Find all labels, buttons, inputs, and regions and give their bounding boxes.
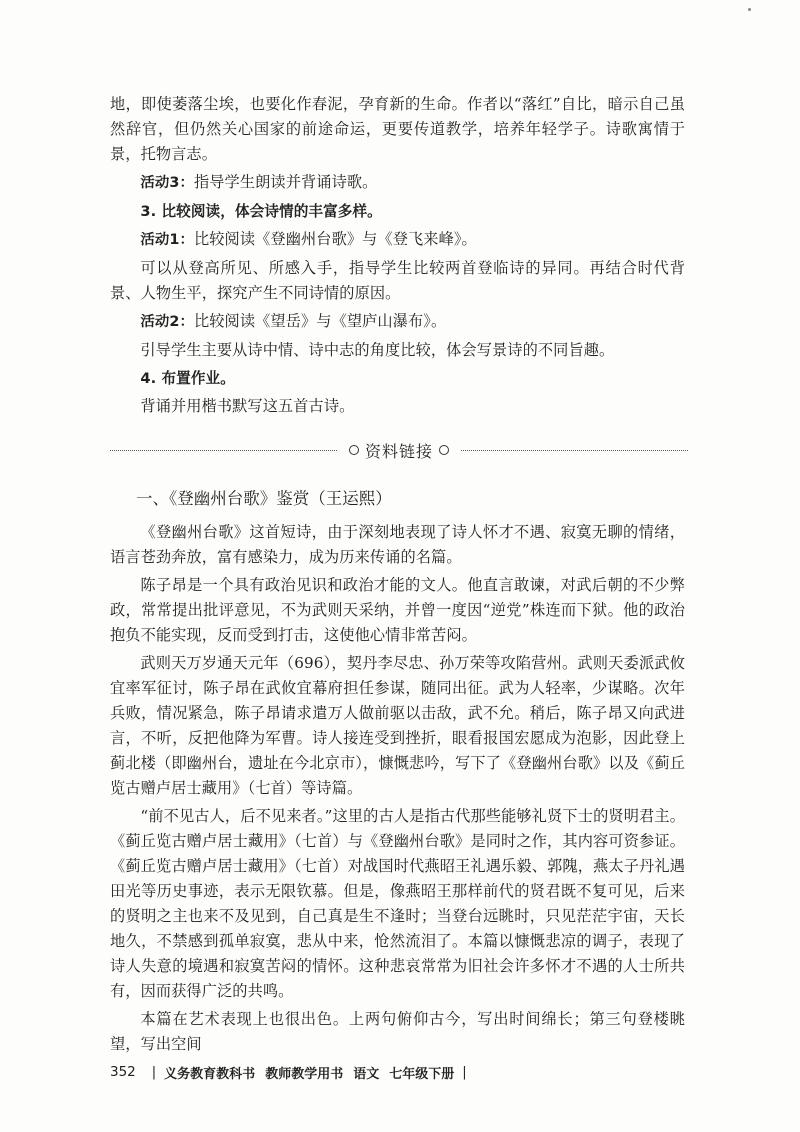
appreciation-paragraph-4: “前不见古人，后不见来者。”这里的古人是指古代那些能够礼贤下士的贤明君主。《蓟丘览古赠卢居士藏用》（七首）与《登幽州台歌》是同时之作，其内容可资参证。《蓟丘览古赠卢居士藏用》（七首）对战国时代燕昭王礼遇乐毅、郭隗，燕太子丹礼遇田光等历史事迹，表示无限钦慕。但是，像燕昭王那样前代的贤君既不复可见，后来的贤明之主也来不及见到，自己真是生不逢时；当登台远眺时，只见茫茫宇宙，天长地久，不禁感到孤单寂寞，悲从中来，怆然流泪了。本篇以慷慨悲凉的调子，表现了诗人失意的境遇和寂寞苦闷的情怀。这种悲哀常常为旧社会许多怀才不遇的人士所共有，因而获得广泛的共鸣。 bbox=[110, 807, 685, 1000]
step-4-heading bbox=[110, 366, 685, 391]
footer-grade: 七年级下册 bbox=[389, 1066, 455, 1082]
footer-subject: 语文 bbox=[353, 1066, 380, 1082]
step-3-heading bbox=[110, 199, 685, 224]
activity-3-label: 活动3： bbox=[140, 175, 194, 191]
activity-2-label: 活动2： bbox=[140, 314, 194, 330]
activity-1-description: 可以从登高所见、所感入手，指导学生比较两首登临诗的异同。再结合时代背景、人物生平，探究产生不同诗情的原因。 bbox=[110, 259, 685, 302]
appreciation-paragraph-2: 陈子昂是一个具有政治见识和政治才能的文人。他直言敢谏，对武后朝的不少弊政，常常提出批评意见，不为武则天采纳，并曾一度因“逆党”株连而下狱。他的政治抱负不能实现，反而受到打击，这使他心情非常苦闷。 bbox=[110, 576, 685, 644]
step-3-text: 3. 比较阅读，体会诗情的丰富多样。 bbox=[140, 203, 382, 220]
activity-2 bbox=[110, 309, 685, 335]
ring-icon-left bbox=[349, 445, 359, 455]
activity-1-text: 比较阅读《登幽州台歌》与《登飞来峰》。 bbox=[193, 230, 477, 248]
activity-3 bbox=[110, 170, 685, 196]
footer-separator-end: | bbox=[462, 1064, 467, 1080]
scan-speck bbox=[748, 8, 751, 11]
step-4-text: 4. 布置作业。 bbox=[140, 370, 235, 387]
activity-1 bbox=[110, 227, 685, 253]
appreciation-paragraph-3: 武则天万岁通天元年（696），契丹李尽忠、孙万荣等攻陷营州。武则天委派武攸宜率军征讨，陈子昂在武攸宜幕府担任参谋，随同出征。武为人轻率，少谋略。次年兵败，情况紧急，陈子昂请求遣万人做前驱以击敌，武不允。稍后，陈子昂又向武进言，不听，反把他降为军曹。诗人接连受到挫折，眼看报国宏愿成为泡影，因此登上蓟北楼（即幽州台，遗址在今北京市），慷慨悲吟，写下了《登幽州台歌》以及《蓟丘览古赠卢居士藏用》（七首）等诗篇。 bbox=[110, 654, 685, 797]
homework-text: 背诵并用楷书默写这五首古诗。 bbox=[140, 397, 355, 415]
ring-icon-right bbox=[439, 445, 449, 455]
page-number: 352 bbox=[110, 1064, 136, 1080]
divider-title: 资料链接 bbox=[365, 441, 434, 461]
page-footer bbox=[110, 1061, 475, 1083]
activity-1-label: 活动1： bbox=[140, 232, 194, 248]
divider-center bbox=[337, 439, 461, 462]
divider-dotted-line-left bbox=[110, 450, 337, 451]
divider-dotted-line-right bbox=[461, 450, 688, 451]
paragraph-continuation: 地，即使萎落尘埃，也要化作春泥，孕育新的生命。作者以“落红”自比，暗示自己虽然辞官，但仍然关心国家的前途命运，更要传道教学，培养年轻学子。诗歌寓情于景，托物言志。 bbox=[110, 95, 685, 163]
teaching-steps-section bbox=[110, 92, 685, 422]
activity-2-description: 引导学生主要从诗中情、诗中志的角度比较，体会写景诗的不同旨趣。 bbox=[140, 341, 615, 359]
footer-separator: | bbox=[151, 1064, 157, 1080]
footer-book-title: 义务教育教科书 bbox=[164, 1066, 256, 1082]
appreciation-paragraph-5: 本篇在艺术表现上也很出色。上两句俯仰古今，写出时间绵长；第三句登楼眺望，写出空间 bbox=[110, 1010, 685, 1053]
appreciation-paragraph-1: 《登幽州台歌》这首短诗，由于深刻地表现了诗人怀才不遇、寂寞无聊的情绪，语言苍劲奔放，富有感染力，成为历来传诵的名篇。 bbox=[110, 523, 685, 566]
activity-3-text: 指导学生朗读并背诵诗歌。 bbox=[193, 173, 378, 191]
appreciation-section bbox=[110, 486, 685, 1060]
resource-link-divider bbox=[110, 436, 688, 464]
footer-series: 教师教学用书 bbox=[265, 1066, 344, 1082]
section-title: 一、《登幽州台歌》鉴赏（王运熙） bbox=[136, 489, 392, 508]
activity-2-text: 比较阅读《望岳》与《望庐山瀑布》。 bbox=[193, 312, 447, 330]
